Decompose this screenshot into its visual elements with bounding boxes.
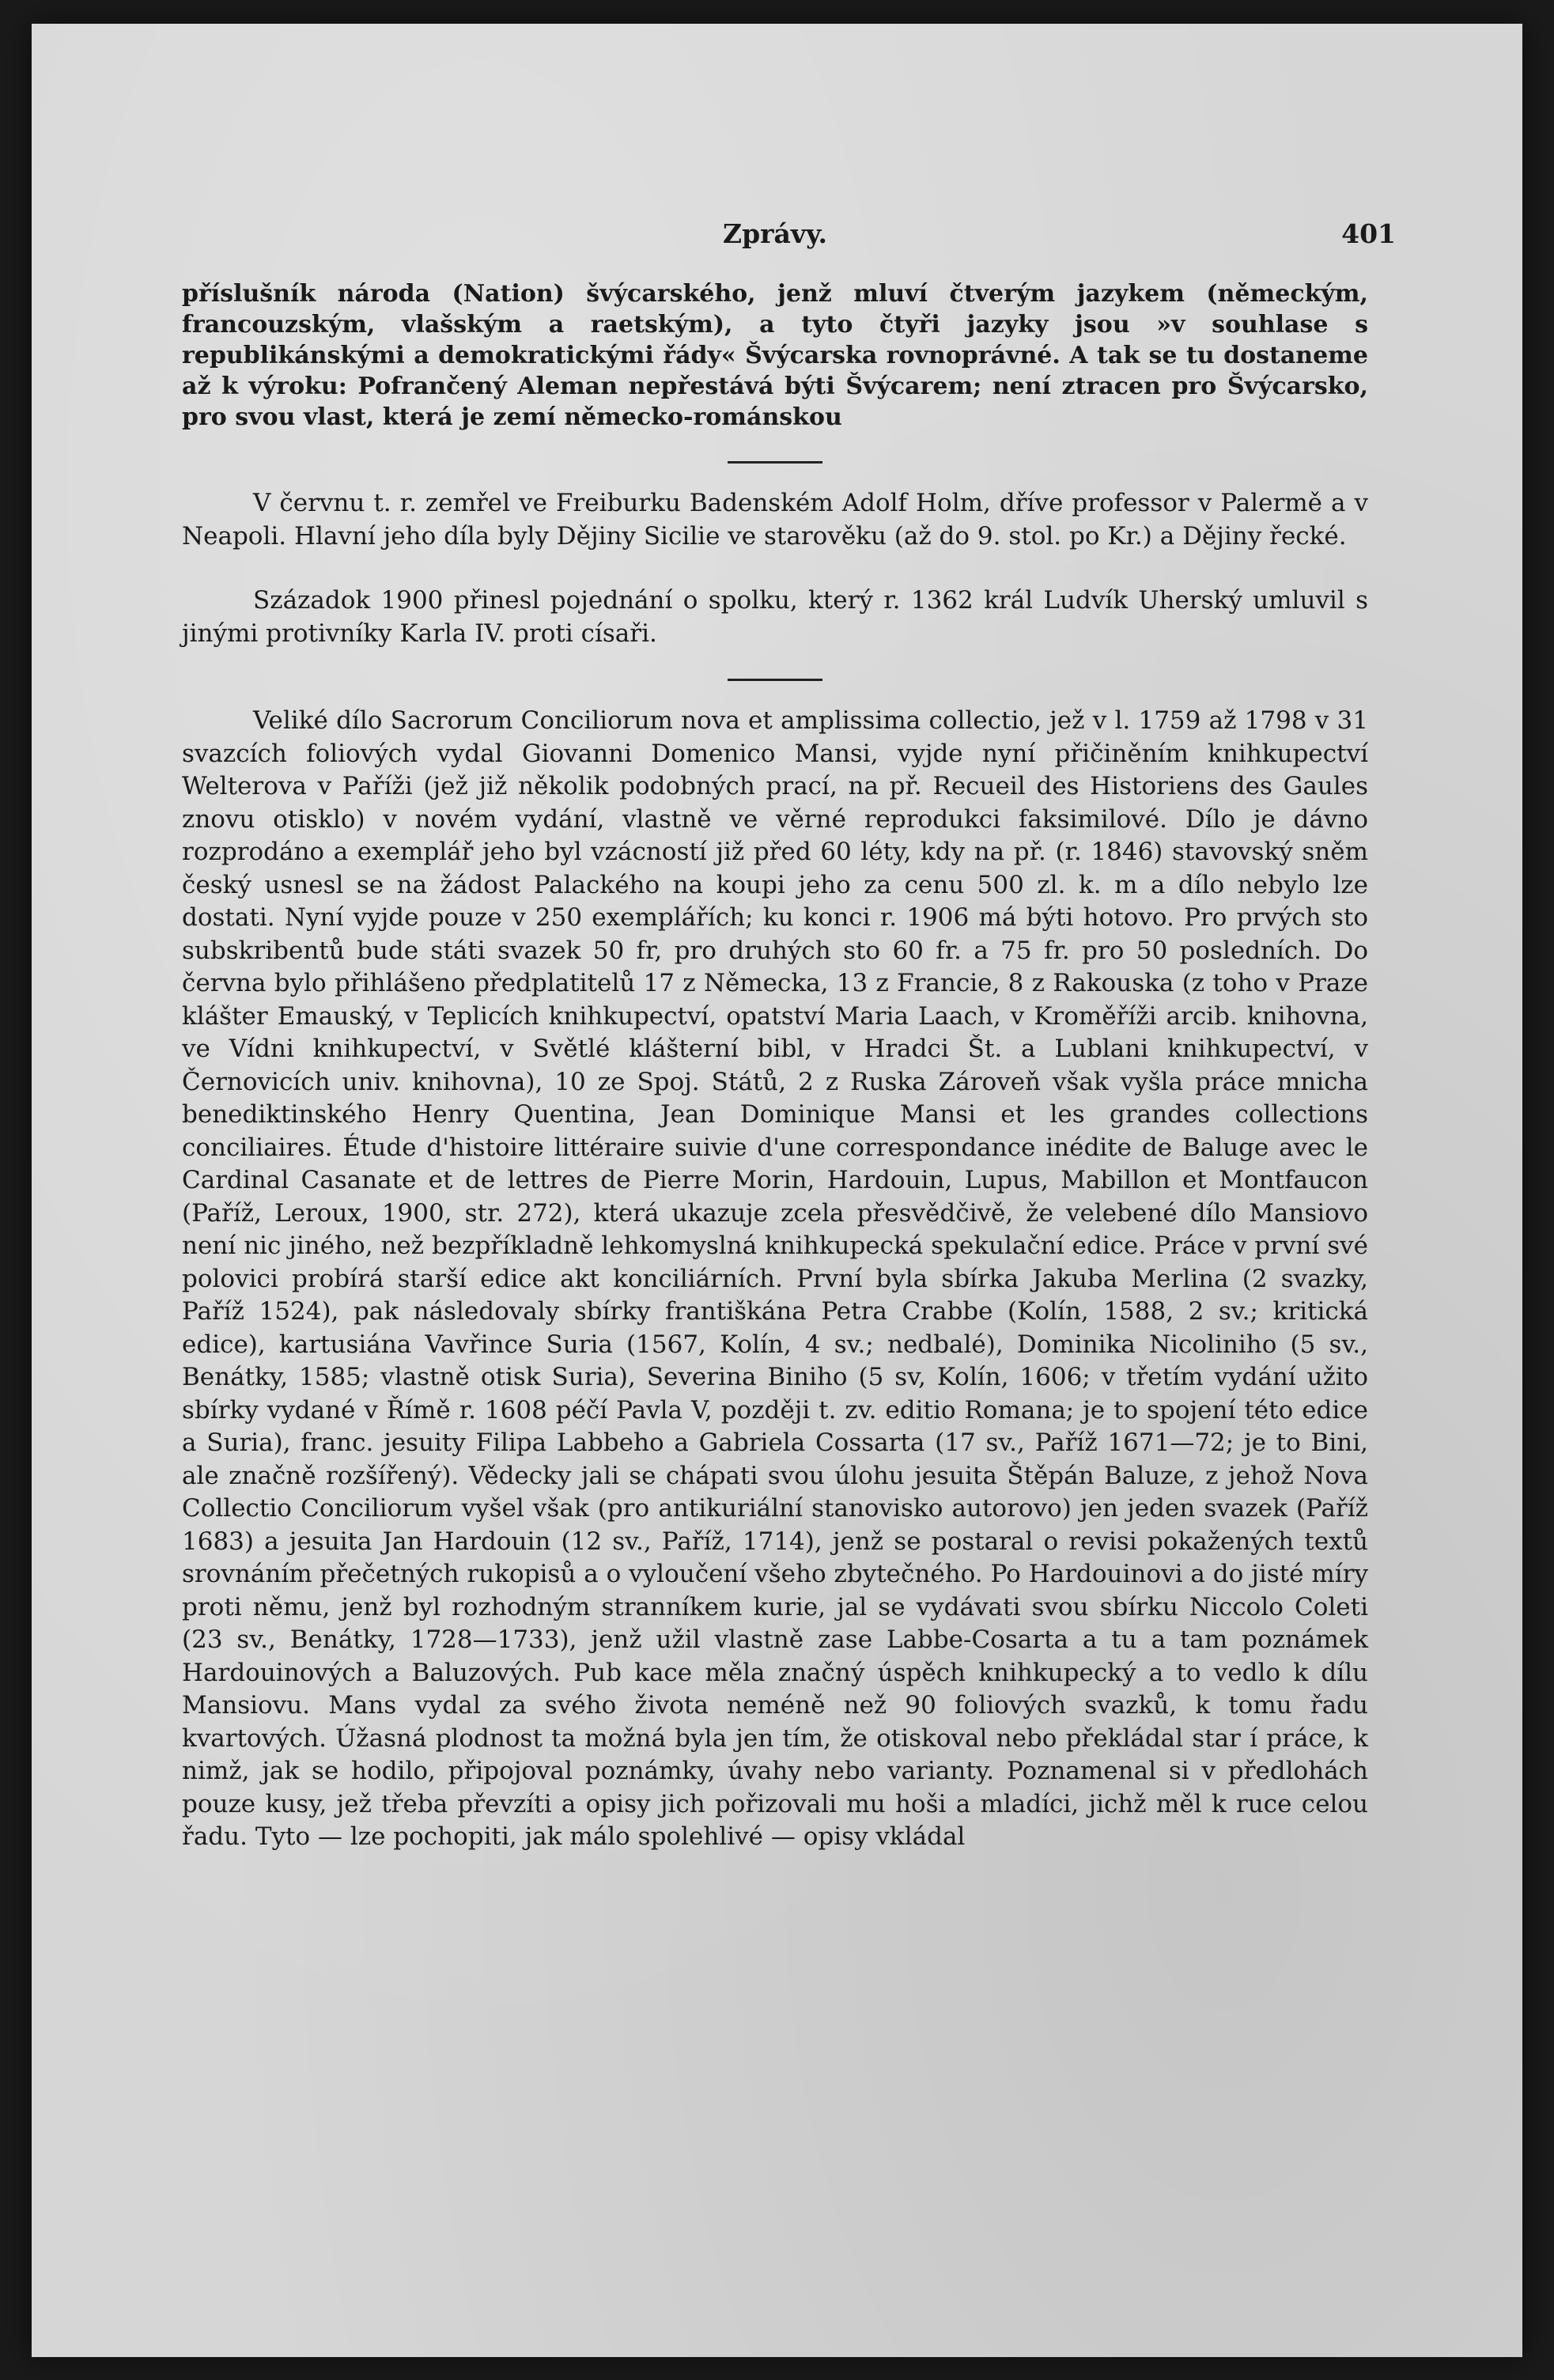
paragraph-3: Századok 1900 přinesl pojednání o spolku, který r. 1362 král Ludvík Uherský umluvil s jinými protivníky Karla IV. proti císaři. — [182, 586, 1368, 648]
paragraph-1: příslušník národa (Nation) švýcarského, jenž mluví čtverým jazykem (německým, francouzským, vlašským a raetským), a tyto čtyři jazyky jsou »v souhlase s republikánskými a demokratickými řády« Švýcarska rovnoprávné. A tak se tu dostaneme až k výroku: Pofrančený Aleman nepřestává býti Švýcarem; není ztracen pro Švýcarsko, pro svou vlast, která je zemí německo-románskou — [182, 280, 1368, 431]
section-divider — [728, 461, 822, 464]
paragraph-2: V červnu t. r. zemřel ve Freiburku Badenském Adolf Holm, dříve professor v Palermě a v Neapoli. Hlavní jeho díla byly Dějiny Sicilie ve starověku (až do 9. stol. po Kr.) a Dějiny řecké. — [182, 489, 1368, 551]
section-divider — [728, 679, 822, 681]
scanned-page — [32, 24, 1522, 2357]
paragraph-4: Veliké dílo Sacrorum Conciliorum nova et amplissima collectio, jež v l. 1759 až 1798 v 31 svazcích foliových vydal Giovanni Domenico Mansi, vyjde nyní přičiněním knihkupectví Welterova v Paříži (jež již několik podobných prací, na př. Recueil des Historiens des Gaules znovu otisklo) v novém vydání, vlastně ve věrné reprodukci faksimilové. Dílo je dávno rozprodáno a exemplář jeho byl vzácností již před 60 léty, kdy na př. (r. 1846) stavovský sněm český usnesl se na žádost Palackého na koupi jeho za cenu 500 zl. k. m a dílo nebylo lze dostati. Nyní vyjde pouze v 250 exemplářích; ku konci r. 1906 má býti hotovo. Pro prvých sto subskribentů bude státi svazek 50 fr, pro druhých sto 60 fr. a 75 fr. pro 50 posledních. Do června bylo přihlášeno předplatitelů 17 z Německa, 13 z Francie, 8 z Rakouska (z toho v Praze klášter Emauský, v Teplicích knihkupectví, opatství Maria Laach, v Kroměříži arcib. knihovna, ve Vídni knihkupectví, v Světlé klášterní bibl, v Hradci Št. a Lublani knihkupectví, v Černovicích univ. knihovna), 10 ze Spoj. Států, 2 z Ruska Zároveň však vyšla práce mnicha benediktinského Henry Quentina, Jean Dominique Mansi et les grandes collections conciliaires. Étude d'histoire littéraire suivie d'une correspondance inédite de Baluge avec le Cardinal Casanate et de lettres de Pierre Morin, Hardouin, Lupus, Mabillon et Montfaucon (Paříž, Leroux, 1900, str. 272), která ukazuje zcela přesvědčivě, že velebené dílo Mansiovo není nic jiného, než bezpříkladně lehkomyslná knihkupecká spekulační edice. Práce v první své polovici probírá starší edice akt konciliárních. První byla sbírka Jakuba Merlina (2 svazky, Paříž 1524), pak následovaly sbírky františkána Petra Crabbe (Kolín, 1588, 2 sv.; kritická edice), kartusiána Vavřince Suria (1567, Kolín, 4 sv.; nedbalé), Dominika Nicoliniho (5 sv., Benátky, 1585; vlastně otisk Suria), Severina Biniho (5 sv, Kolín, 1606; v třetím vydání užito sbírky vydané v Římě r. 1608 péčí Pavla V, později t. zv. editio Romana; je to spojení této edice a Suria), franc. jesuity Filipa Labbeho a Gabriela Cossarta (17 sv., Paříž 1671—72; je to Bini, ale značně rozšířený). Vědecky jali se chápati svou úlohu jesuita Štěpán Baluze, z jehož Nova Collectio Conciliorum vyšel však (pro antikuriální stanovisko autorovo) jen jeden svazek (Paříž 1683) a jesuita Jan Hardouin (12 sv., Paříž, 1714), jenž se postaral o revisi pokažených textů srovnáním přečetných rukopisů a o vyloučení všeho zbytečného. Po Hardouinovi a do jisté míry proti němu, jenž byl rozhodným stranníkem kurie, jal se vydávati svou sbírku Niccolo Coleti (23 sv., Benátky, 1728—1733), jenž užil vlastně zase Labbe-Cosarta a tu a tam poznámek Hardouinových a Baluzových. Pub kace měla značný úspěch knihkupecký a to vedlo k dílu Mansiovu. Mans vydal za svého života neméně než 90 foliových svazků, k tomu řadu kvartových. Úžasná plodnost ta možná byla jen tím, že otiskoval nebo překládal star í práce, k nimž, jak se hodilo, připojoval poznámky, úvahy nebo varianty. Poznamenal si v předlohách pouze kusy, jež třeba převzíti a opisy jich pořizovali mu hoši a mladíci, jichž měl k ruce celou řadu. Tyto — lze pochopiti, jak málo spolehlivé — opisy vkládal — [182, 706, 1368, 1851]
page-number: 401 — [1341, 218, 1396, 249]
text-block — [182, 214, 1396, 1854]
page-header — [182, 214, 1396, 261]
running-title: Zprávy. — [723, 218, 827, 249]
